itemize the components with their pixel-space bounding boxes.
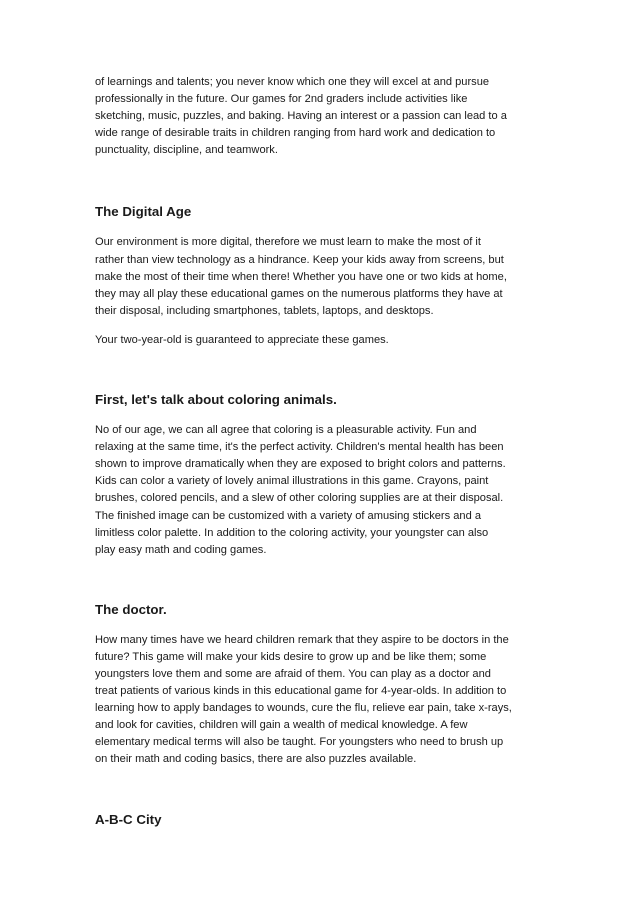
intro-paragraph: of learnings and talents; you never know which one they will excel at and pursue professionally in the future. Our games for 2nd graders include activities like sketching, music, puzzles, and baking. Having an interest or a passion can lead to a wide range of desirable traits in children ranging from hard work and dedication to punctuality, discipline, and teamwork. <box>95 76 507 157</box>
heading-doctor: The doctor. <box>95 601 167 617</box>
digital-age-paragraph: Our environment is more digital, therefore we must learn to make the most of it rather than view technology as a hindrance. Keep your kids away from screens, but make the most of their time when there! Whether you have one or two kids at home, they may all play these educational games on the numerous platforms they have at their disposal, including smartphones, tablets, laptops, and desktops. <box>95 236 507 317</box>
two-year-old-paragraph: Your two-year-old is guaranteed to appreciate these games. <box>95 333 389 346</box>
doctor-paragraph: How many times have we heard children remark that they aspire to be doctors in the future? This game will make your kids desire to grow up and be like them; some youngsters love them and some are afraid of them. You can play as a doctor and treat patients of various kinds in this educational game for 4-year-olds. In addition to learning how to apply bandages to wounds, cure the flu, relieve ear pain, take x-rays, and look for cavities, children will gain a wealth of medical knowledge. A few elementary medical terms will also be taught. For youngsters who need to brush up on their math and coding basics, there are also puzzles available. <box>95 633 512 766</box>
coloring-paragraph: No of our age, we can all agree that coloring is a pleasurable activity. Fun and relaxing at the same time, it's the perfect activity. Children's mental health has been shown to improve dramatically when they are exposed to bright colors and patterns. Kids can color a variety of lovely animal illustrations in this game. Crayons, paint brushes, colored pencils, and a slew of other coloring supplies are at their disposal. The finished image can be customized with a variety of amusing stickers and a limitless color palette. In addition to the coloring activity, your youngster can also play easy math and coding games. <box>95 424 506 556</box>
heading-abc-city: A-B-C City <box>95 811 162 827</box>
heading-digital-age: The Digital Age <box>95 204 192 220</box>
document-page <box>95 74 545 829</box>
heading-coloring-animals: First, let's talk about coloring animals. <box>95 392 337 408</box>
